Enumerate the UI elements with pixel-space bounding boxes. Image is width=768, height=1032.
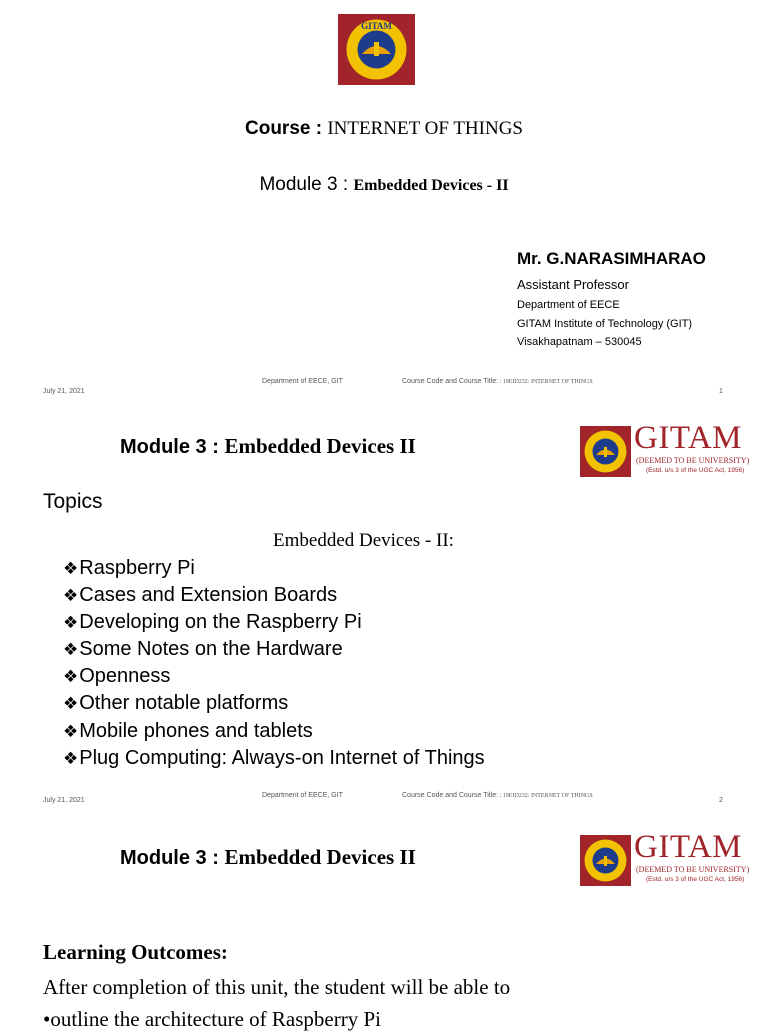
module-label: Module 3 : (259, 174, 354, 195)
topic-item (63, 747, 485, 770)
learning-outcomes-intro: After completion of this unit, the student will be able to (43, 975, 511, 999)
topic-item (63, 584, 337, 607)
diamond-bullet-icon: ❖ (63, 586, 79, 605)
topics-heading: Topics (43, 490, 103, 513)
learning-outcomes-heading: Learning Outcomes: (43, 940, 228, 964)
topic-label: Cases and Extension Boards (79, 584, 338, 606)
topic-label: Plug Computing: Always-on Internet of Things (79, 747, 485, 769)
gitam-established: (Estd. u/s 3 of the UGC Act, 1956) (646, 876, 745, 883)
diamond-bullet-icon: ❖ (63, 559, 79, 578)
logo-text: GITAM (361, 21, 392, 31)
gitam-seal-logo (338, 14, 415, 85)
footer-course-code-label: Course Code and Course Title: (402, 792, 499, 799)
footer-page-number: 1 (719, 388, 723, 395)
diamond-bullet-icon: ❖ (63, 640, 79, 659)
gitam-seal-icon (338, 14, 415, 85)
footer-page-number: 2 (719, 797, 723, 804)
topic-label: Some Notes on the Hardware (79, 638, 343, 660)
topic-item (63, 638, 343, 661)
footer-date: July 21, 2021 (43, 388, 85, 395)
topic-item (63, 692, 288, 715)
learning-outcome-item: •outline the architecture of Raspberry Pi (43, 1007, 381, 1031)
topic-label: Developing on the Raspberry Pi (79, 611, 362, 633)
topic-item (63, 557, 195, 580)
topic-item (63, 720, 313, 743)
presenter-dept: Department of EECE (517, 299, 620, 311)
presenter-name: Mr. G.NARASIMHARAO (517, 249, 706, 268)
gitam-established: (Estd. u/s 3 of the UGC Act, 1956) (646, 467, 745, 474)
gitam-wordmark: GITAM (634, 420, 743, 456)
course-name: INTERNET OF THINGS (327, 118, 523, 139)
footer-course-code-value: : 19EID232: INTERNET OF THINGS (498, 793, 593, 799)
footer-course-code-value: : 19EID232: INTERNET OF THINGS (498, 379, 593, 385)
module-subtitle (0, 174, 768, 196)
gitam-wordmark: GITAM (634, 829, 743, 865)
course-label: Course : (245, 118, 328, 139)
slide3-title (120, 845, 416, 870)
footer-course-code (402, 378, 593, 385)
footer-dept: Department of EECE, GIT (262, 792, 343, 799)
footer-course-code (402, 792, 593, 799)
footer-course-code-label: Course Code and Course Title: (402, 378, 499, 385)
topic-label: Raspberry Pi (79, 557, 195, 579)
gitam-header-logo (580, 420, 760, 481)
diamond-bullet-icon: ❖ (63, 613, 79, 632)
diamond-bullet-icon: ❖ (63, 667, 79, 686)
presenter-city: Visakhapatnam – 530045 (517, 336, 642, 348)
diamond-bullet-icon: ❖ (63, 749, 79, 768)
topic-item (63, 665, 170, 688)
slide2-title-name: Embedded Devices II (224, 434, 416, 458)
gitam-header-logo (580, 829, 760, 890)
slide3-title-name: Embedded Devices II (224, 845, 416, 869)
gitam-tagline: (DEEMED TO BE UNIVERSITY) (636, 865, 750, 874)
topic-label: Openness (79, 665, 171, 687)
slide3-title-label: Module 3 : (120, 847, 225, 869)
gitam-tagline: (DEEMED TO BE UNIVERSITY) (636, 456, 750, 465)
diamond-bullet-icon: ❖ (63, 722, 79, 741)
presenter-institute: GITAM Institute of Technology (GIT) (517, 318, 693, 330)
footer-date: July 21, 2021 (43, 797, 85, 804)
module-name: Embedded Devices - II (353, 177, 509, 194)
slide2-title (120, 434, 416, 459)
section-heading: Embedded Devices - II: (273, 530, 454, 551)
topic-label: Mobile phones and tablets (79, 720, 313, 742)
slide2-title-label: Module 3 : (120, 436, 225, 458)
topic-label: Other notable platforms (79, 692, 289, 714)
topic-item (63, 611, 362, 634)
diamond-bullet-icon: ❖ (63, 694, 79, 713)
presenter-title: Assistant Professor (517, 277, 629, 292)
gitam-seal-icon (580, 835, 631, 886)
gitam-seal-icon (580, 426, 631, 477)
course-title (0, 118, 768, 140)
footer-dept: Department of EECE, GIT (262, 378, 343, 385)
